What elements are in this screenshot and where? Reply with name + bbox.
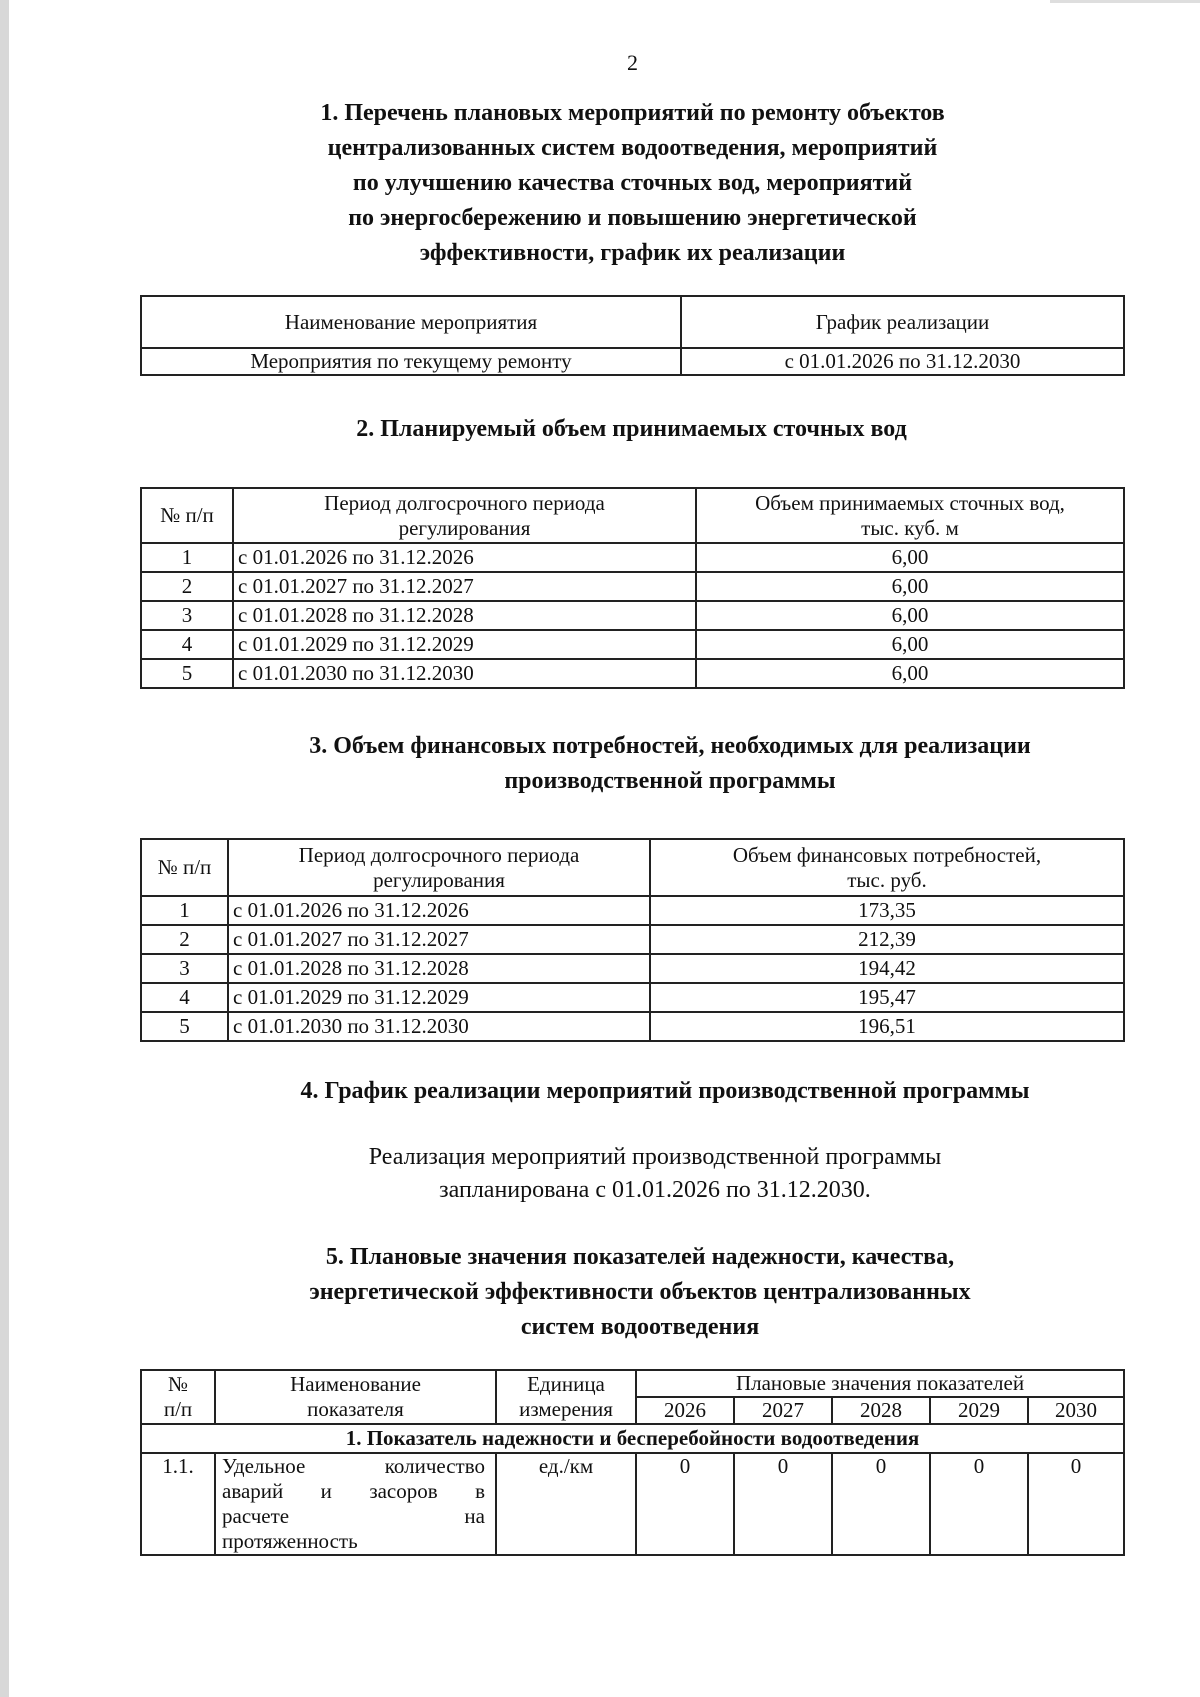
financial-needs-table [140,838,1125,1042]
header-line: Объем принимаемых сточных вод, [755,490,1065,515]
section-4-title [200,1074,1130,1109]
row-num: 1 [141,896,228,925]
section-1-title-line: по улучшению качества сточных вод, мероприятий [352,170,913,196]
section-1-title-line: эффективности, график их реализации [419,240,846,266]
row-num: 1 [141,543,233,572]
section-1-title-line: централизованных систем водоотведения, мероприятий [327,135,938,161]
table-row [141,896,1124,925]
header-line: тыс. куб. м [861,515,959,540]
events-cell-name: Мероприятия по текущему ремонту [141,348,681,375]
section-1-title-line: 1. Перечень плановых мероприятий по ремонту объектов [320,100,945,126]
row-num: 4 [141,983,228,1012]
wastewater-volume-table [140,487,1125,689]
indicators-group-title: 1. Показатель надежности и бесперебойности водоотведения [141,1424,1124,1453]
header-line: п/п [163,1397,193,1421]
row-amount: 194,42 [650,954,1124,983]
row-volume: 6,00 [696,630,1124,659]
finance-header-num: № п/п [141,839,228,896]
indicators-header-name [215,1370,496,1424]
section-5-title-line: 5. Плановые значения показателей надежности, качества, [325,1244,955,1270]
table-row [141,1453,1124,1555]
row-period: с 01.01.2028 по 31.12.2028 [228,954,650,983]
row-value: 0 [734,1453,832,1555]
row-value: 0 [930,1453,1028,1555]
row-unit: ед./км [496,1453,636,1555]
events-header-name: Наименование мероприятия [141,296,681,348]
row-volume: 6,00 [696,659,1124,688]
table-row [141,659,1124,688]
section-1-title [140,96,1125,271]
header-line: Период долгосрочного периода [324,490,605,515]
row-num: 2 [141,925,228,954]
row-volume: 6,00 [696,572,1124,601]
indicators-header-num [141,1370,215,1424]
header-line: регулирования [398,515,531,540]
indicators-header-unit [496,1370,636,1424]
section-2-title-text: 2. Планируемый объем принимаемых сточных вод [356,416,907,442]
row-num: 1.1. [141,1453,215,1555]
row-volume: 6,00 [696,601,1124,630]
row-period: с 01.01.2027 по 31.12.2027 [233,572,696,601]
finance-header-volume [650,839,1124,896]
row-period: с 01.01.2027 по 31.12.2027 [228,925,650,954]
row-period: с 01.01.2028 по 31.12.2028 [233,601,696,630]
row-num: 3 [141,954,228,983]
row-period: с 01.01.2029 по 31.12.2029 [233,630,696,659]
header-line: показателя [307,1397,404,1421]
row-amount: 173,35 [650,896,1124,925]
table-row [141,983,1124,1012]
row-value: 0 [636,1453,734,1555]
name-line: Удельное количество [222,1454,485,1478]
header-line: Наименование [290,1372,421,1396]
section-2-title [140,412,1123,447]
scan-top-edge [1050,0,1200,3]
row-period: с 01.01.2030 по 31.12.2030 [233,659,696,688]
header-line: Период долгосрочного периода [298,842,580,867]
year-header: 2029 [930,1397,1028,1424]
table-row [141,601,1124,630]
wastewater-header-period [233,488,696,543]
year-header: 2030 [1028,1397,1124,1424]
section-3-title-line: производственной программы [504,768,836,794]
table-row [141,572,1124,601]
header-line: тыс. руб. [847,867,927,892]
name-line: протяженность [222,1529,358,1553]
section-5-title-line: систем водоотведения [520,1314,760,1340]
year-header: 2028 [832,1397,930,1424]
section-3-title-line: 3. Объем финансовых потребностей, необходимых для реализации [309,733,1031,759]
header-line: регулирования [373,867,505,892]
row-num: 2 [141,572,233,601]
year-header: 2026 [636,1397,734,1424]
finance-header-period [228,839,650,896]
section-4-title-text: 4. График реализации мероприятий производственной программы [300,1078,1030,1104]
row-amount: 196,51 [650,1012,1124,1041]
indicators-table [140,1369,1125,1556]
name-line: аварий и засоров в [222,1479,485,1503]
table-row [141,630,1124,659]
indicators-header-planned: Плановые значения показателей [636,1370,1124,1397]
section-5-title-line: энергетической эффективности объектов централизованных [309,1279,971,1305]
row-num: 5 [141,659,233,688]
section-3-title [210,729,1130,799]
table-row [141,954,1124,983]
row-amount: 195,47 [650,983,1124,1012]
table-row [141,543,1124,572]
events-table [140,295,1125,376]
text-line: запланирована с 01.01.2026 по 31.12.2030. [439,1177,871,1203]
year-header: 2027 [734,1397,832,1424]
row-volume: 6,00 [696,543,1124,572]
events-cell-schedule: с 01.01.2026 по 31.12.2030 [681,348,1124,375]
header-line: № [167,1372,189,1396]
header-line: Единица [527,1372,605,1396]
row-amount: 212,39 [650,925,1124,954]
header-line: измерения [519,1397,613,1421]
row-num: 3 [141,601,233,630]
row-value: 0 [1028,1453,1124,1555]
header-line: Объем финансовых потребностей, [732,842,1042,867]
name-line: расчете на [222,1504,485,1528]
row-value: 0 [832,1453,930,1555]
section-5-title [200,1240,1080,1345]
section-4-text [260,1141,1050,1207]
section-1-title-line: по энергосбережению и повышению энергетической [348,205,917,231]
page-number: 2 [627,50,638,75]
row-period: с 01.01.2030 по 31.12.2030 [228,1012,650,1041]
row-period: с 01.01.2026 по 31.12.2026 [233,543,696,572]
events-header-schedule: График реализации [681,296,1124,348]
row-indicator-name [215,1453,496,1555]
text-line: Реализация мероприятий производственной программы [368,1144,942,1170]
table-row [141,1012,1124,1041]
wastewater-header-volume [696,488,1124,543]
row-period: с 01.01.2029 по 31.12.2029 [228,983,650,1012]
row-num: 5 [141,1012,228,1041]
row-num: 4 [141,630,233,659]
row-period: с 01.01.2026 по 31.12.2026 [228,896,650,925]
wastewater-header-num: № п/п [141,488,233,543]
scan-left-edge [0,0,9,1697]
table-row [141,925,1124,954]
